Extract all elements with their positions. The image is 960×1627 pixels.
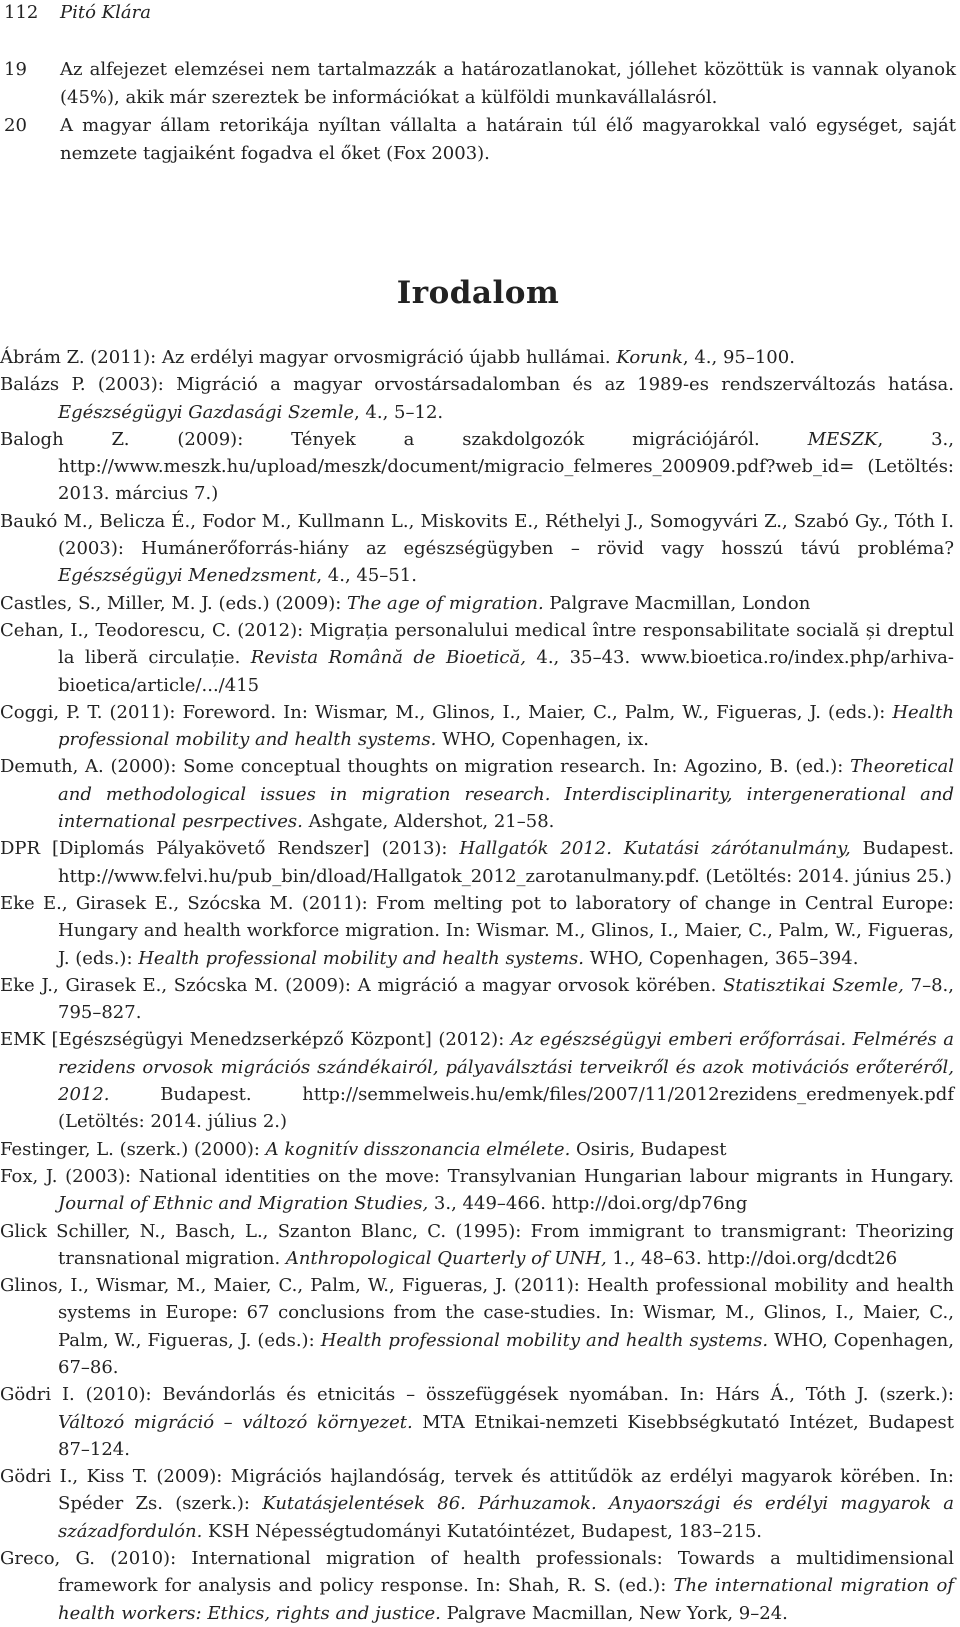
reference-entry [0,753,954,835]
reference-text: Castles, S., Miller, M. J. (eds.) (2009): [0,592,348,614]
reference-entry [0,371,954,426]
reference-text: KSH Népességtudományi Kutatóintézet, Budapest, 183–215. [202,1520,763,1542]
reference-entry [0,1136,954,1163]
reference-text: DPR [Diplomás Pályakövető Rendszer] (2013): [0,838,460,860]
reference-text: Osiris, Budapest [570,1138,727,1160]
reference-title-italic: The international migration of health workers: Ethics, rights and justice. [58,1575,954,1624]
reference-text: , 4., 5–12. [353,401,444,423]
reference-title-italic: Korunk [616,347,683,368]
reference-text: Greco, G. (2010): International migration of health professionals: Towards a multidimensional framework for analysis and policy response. In: Shah, R. S. (ed.): [0,1548,954,1597]
reference-entry [0,1218,954,1273]
reference-title-italic: The age of migration. [347,592,544,614]
reference-text: Coggi, P. T. (2011): Foreword. In: Wismar, M., Glinos, I., Maier, C., Palm, W., Figueras, J. (eds.): [0,701,893,723]
reference-text: Balogh Z. (2009): Tények a szakdolgozók migrációjáról. [0,428,808,450]
reference-entry [0,1381,954,1463]
reference-entry [0,1026,954,1135]
reference-text: Cehan, I., Teodorescu, C. (2012): Migrația personalului medical între responsabilitate socială și dreptul la liberă circulație. [0,619,954,669]
reference-text: Demuth, A. (2000): Some conceptual thoughts on migration research. In: Agozino, B. (ed.): [0,756,851,778]
reference-text: EMK [Egészségügyi Menedzserképző Központ] (2012): [0,1029,511,1051]
reference-entry [0,426,954,508]
reference-entry [0,1163,954,1218]
reference-title-italic: Változó migráció – változó környezet. [58,1411,413,1433]
reference-title-italic: Journal of Ethnic and Migration Studies, [58,1193,429,1215]
reference-text: Glick Schiller, N., Basch, L., Szanton Blanc, C. (1995): From immigrant to transmigrant: Theorizing transnational migration. [0,1220,954,1269]
footnote-number: 19 [4,59,27,80]
reference-title-italic: Revista Română de Bioetică, [250,647,526,669]
reference-text: Eke J., Girasek E., Szócska M. (2009): A migráció a magyar orvosok körében. [0,974,724,996]
reference-entry [0,1272,954,1381]
reference-title-italic: Health professional mobility and health systems. [58,701,954,751]
reference-text: Budapest. http://semmelweis.hu/emk/files/2007/11/2012rezidens_eredmenyek.pdf (Letöltés: 2014. július 2.) [58,1084,954,1133]
reference-entry [0,617,954,699]
footnote [4,56,956,112]
reference-title-italic: Hallgatók 2012. Kutatási zárótanulmány, [459,838,851,860]
page-number: 112 [4,2,39,23]
reference-entry [0,508,954,590]
reference-entry [0,890,954,972]
reference-text: 3., 449–466. http://doi.org/dp76ng [428,1193,748,1215]
reference-text: Palgrave Macmillan, New York, 9–24. [440,1602,788,1624]
reference-text: , 4., 45–51. [316,565,417,587]
reference-text: WHO, Copenhagen, ix. [436,729,649,751]
reference-text: Eke E., Girasek E., Szócska M. (2011): From melting pot to laboratory of change in Central Europe: Hungary and health workforce migration. In: Wismar. M., Glinos, I., Maier, C., Palm, W., Figueras, J. (eds.): [0,892,954,969]
reference-text: MTA Etnikai-nemzeti Kisebbségkutató Intézet, Budapest 87–124. [58,1411,955,1460]
reference-entry [0,344,954,371]
footnote-number: 20 [4,115,27,136]
reference-title-italic: Health professional mobility and health systems. [320,1329,769,1351]
reference-title-italic: Egészségügyi Gazdasági Szemle [58,401,354,423]
reference-text: Fox, J. (2003): National identities on the move: Transylvanian Hungarian labour migrants in Hungary. [0,1165,954,1187]
reference-text: 7–8., 795–827. [58,974,954,1024]
reference-title-italic: A kognitív disszonancia elmélete. [265,1138,571,1160]
reference-title-italic: Egészségügyi Menedzsment [58,565,317,587]
reference-text: Ábrám Z. (2011): Az erdélyi magyar orvosmigráció újabb hullámai. [0,347,617,368]
reference-entry [0,1545,954,1627]
reference-title-italic: Az egészségügyi emberi erőforrásai. Felmérés a rezidens orvosok migrációs szándékairól, pályaválsztási terveikről és azok motivációs erőteréről, 2012. [58,1029,954,1106]
reference-list [0,344,954,1627]
reference-entry [0,1463,954,1545]
reference-text: 1., 48–63. http://doi.org/dcdt26 [606,1247,898,1269]
reference-text: Glinos, I., Wismar, M., Maier, C., Palm, W., Figueras, J. (2011): Health professional mobility and health systems in Europe: 67 conclusions from the case-studies. In: Wismar, M., Glinos, I., Maier, C., Palm, W., Figueras, J. (eds.): [0,1275,954,1351]
reference-text: 4., 35–43. www.bioetica.ro/index.php/arhiva-bioetica/article/.../415 [58,647,954,696]
reference-title-italic: Health professional mobility and health systems. [138,947,584,969]
reference-text: Balázs P. (2003): Migráció a magyar orvostársadalomban és az 1989-es rendszerváltozás hatása. [0,374,954,396]
reference-title-italic: Anthropological Quarterly of UNH, [285,1247,607,1269]
reference-text: WHO, Copenhagen, 365–394. [584,947,859,969]
reference-text: Palgrave Macmillan, London [543,592,811,614]
running-head [4,0,151,26]
reference-entry [0,835,954,890]
reference-entry [0,590,954,617]
footnotes [4,56,956,168]
reference-text: Gödri I., Kiss T. (2009): Migrációs hajlandóság, tervek és attitűdök az erdélyi magyarok körében. In: Spéder Zs. (szerk.): [0,1466,954,1515]
reference-title-italic: Kutatásjelentések 86. Párhuzamok. Anyaországi és erdélyi magyarok a századfordulón. [58,1493,955,1542]
reference-text: , 3., http://www.meszk.hu/upload/meszk/document/migracio_felmeres_200909.pdf?web_id= (Letöltés: 2013. március 7.) [58,428,954,505]
reference-text: Baukó M., Belicza É., Fodor M., Kullmann L., Miskovits E., Réthelyi J., Somogyvári Z., Szabó Gy., Tóth I. (2003): Humánerőforrás-hiány az egészségügyben – rövid vagy hosszú távú probléma? [0,510,954,560]
reference-entry [0,699,954,754]
reference-title-italic: Statisztikai Szemle, [723,974,904,996]
reference-entry [0,972,954,1027]
reference-text: , 4., 95–100. [682,347,795,368]
running-head-author: Pitó Klára [60,2,151,23]
reference-text: Budapest. http://www.felvi.hu/pub_bin/dload/Hallgatok_2012_zarotanulmany.pdf. (Letöltés: 2014. június 25.) [58,838,954,887]
reference-text: Festinger, L. (szerk.) (2000): [0,1138,266,1160]
section-heading: Irodalom [396,275,560,311]
footnote-text: Az alfejezet elemzései nem tartalmazzák a határozatlanokat, jóllehet közöttük is vannak olyanok (45%), akik már szereztek be információkat a külföldi munkavállalásról. [60,59,956,108]
reference-title-italic: MESZK [807,428,878,450]
reference-text: Gödri I. (2010): Bevándorlás és etnicitás – összefüggések nyomában. In: Hárs Á., Tóth J. (szerk.): [0,1384,954,1406]
reference-text: Ashgate, Aldershot, 21–58. [302,811,555,833]
footnote-text: A magyar állam retorikája nyíltan vállalta a határain túl élő magyarokkal való egységet, saját nemzete tagjaiként fogadva el őket (Fox 2003). [60,115,956,164]
reference-text: WHO, Copenhagen, 67–86. [58,1329,954,1378]
reference-title-italic: Theoretical and methodological issues in migration research. Interdisciplinarity, intergenerational and international pesrpectives. [58,756,954,833]
footnote [4,112,956,168]
